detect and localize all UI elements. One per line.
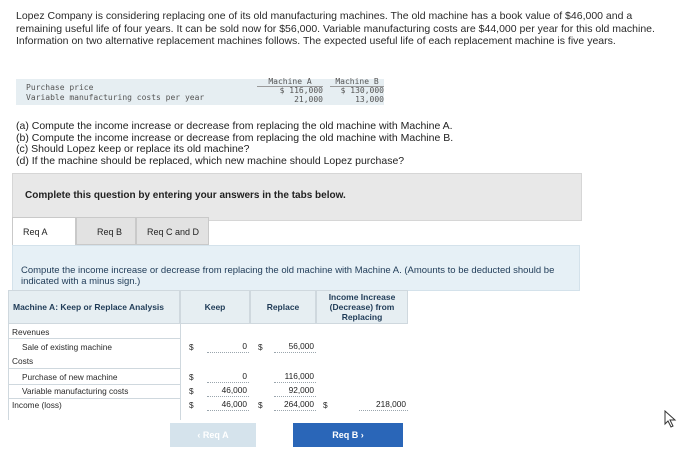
income-loss-label: Income (loss) bbox=[12, 400, 62, 410]
income-inc-dollar: $ bbox=[323, 400, 328, 410]
purchase-keep-dollar: $ bbox=[189, 372, 194, 382]
variable-keep-dollar: $ bbox=[189, 386, 194, 396]
income-keep-dollar: $ bbox=[189, 400, 194, 410]
row-divider bbox=[9, 384, 180, 385]
purchase-info-table bbox=[16, 77, 384, 107]
machine-b-header: Machine B bbox=[330, 77, 384, 87]
question-d: (d) If the machine should be replaced, which new machine should Lopez purchase? bbox=[16, 154, 405, 167]
income-keep-input[interactable]: 46,000 bbox=[207, 398, 249, 411]
tab-req-a[interactable]: Req A bbox=[12, 217, 76, 245]
replace-header: Replace bbox=[250, 290, 316, 324]
sale-existing-label: Sale of existing machine bbox=[22, 342, 112, 352]
purchase-replace-input[interactable]: 116,000 bbox=[274, 370, 316, 383]
purchase-new-label: Purchase of new machine bbox=[22, 372, 118, 382]
machine-b-purchase: $ 130,000 bbox=[340, 86, 384, 95]
column-divider bbox=[180, 324, 181, 420]
income-increase-input[interactable]: 218,000 bbox=[359, 398, 408, 411]
income-replace-input[interactable]: 264,000 bbox=[274, 398, 316, 411]
req-a-instruction: Compute the income increase or decrease from replacing the old machine with Machine A. (Amounts to be deducted should be indicated with a minus sign.) bbox=[21, 265, 555, 287]
keep-header: Keep bbox=[180, 290, 250, 324]
question-b: (b) Compute the income increase or decrease from replacing the old machine with Machine B. bbox=[16, 131, 454, 144]
tab-req-c-and-d[interactable]: Req C and D bbox=[136, 217, 209, 245]
analysis-header: Machine A: Keep or Replace Analysis bbox=[8, 290, 180, 324]
income-increase-header: Income Increase (Decrease) from Replacing bbox=[316, 290, 408, 324]
prev-req-a-button[interactable]: ‹ Req A bbox=[170, 423, 256, 447]
machine-a-purchase: $ 116,000 bbox=[279, 86, 323, 95]
question-a: (a) Compute the income increase or decrease from replacing the old machine with Machine A. bbox=[16, 120, 453, 132]
row-divider bbox=[9, 398, 180, 399]
revenues-label: Revenues bbox=[12, 327, 50, 337]
variable-keep-input[interactable]: 46,000 bbox=[207, 384, 249, 397]
purchase-keep-input[interactable]: 0 bbox=[207, 370, 249, 383]
sale-keep-dollar: $ bbox=[189, 342, 194, 352]
sale-keep-input[interactable]: 0 bbox=[207, 340, 249, 353]
variable-costs-row-label: Variable manufacturing costs bbox=[22, 386, 129, 396]
sale-replace-dollar: $ bbox=[258, 342, 263, 352]
variable-costs-label: Variable manufacturing costs per year bbox=[26, 93, 205, 102]
machine-a-header: Machine A bbox=[257, 77, 323, 87]
req-a-instruction-panel bbox=[12, 245, 580, 291]
purchase-price-label: Purchase price bbox=[26, 83, 94, 92]
answer-table-body bbox=[8, 324, 408, 420]
machine-b-variable: 13,000 bbox=[355, 95, 384, 104]
row-divider bbox=[9, 368, 180, 369]
question-c: (c) Should Lopez keep or replace its old machine? bbox=[16, 143, 250, 155]
instructions-banner bbox=[12, 173, 582, 221]
sale-replace-input[interactable]: 56,000 bbox=[274, 340, 316, 353]
answer-table bbox=[8, 290, 408, 420]
machine-a-variable: 21,000 bbox=[294, 95, 323, 104]
complete-text: Complete this question by entering your answers in the tabs below. bbox=[25, 190, 346, 201]
income-replace-dollar: $ bbox=[258, 400, 263, 410]
problem-intro: Lopez Company is considering replacing one of its old manufacturing machines. The old machine has a book value of $46,000 and a remaining useful life of four years. It can be sold now for $56,000. Variable manufacturing costs are $44,000 per year for this old machine. Information on two alternative replacement machines follows. The expected useful life of each replacement machine is five years. bbox=[16, 10, 655, 47]
question-list bbox=[16, 121, 676, 167]
variable-replace-input[interactable]: 92,000 bbox=[274, 384, 316, 397]
tab-req-b[interactable]: Req B bbox=[76, 217, 136, 245]
next-req-b-button[interactable]: Req B › bbox=[293, 423, 403, 447]
row-divider bbox=[9, 338, 180, 339]
mouse-cursor-icon bbox=[664, 410, 678, 428]
costs-label: Costs bbox=[12, 356, 34, 366]
tab-bar bbox=[12, 217, 207, 245]
